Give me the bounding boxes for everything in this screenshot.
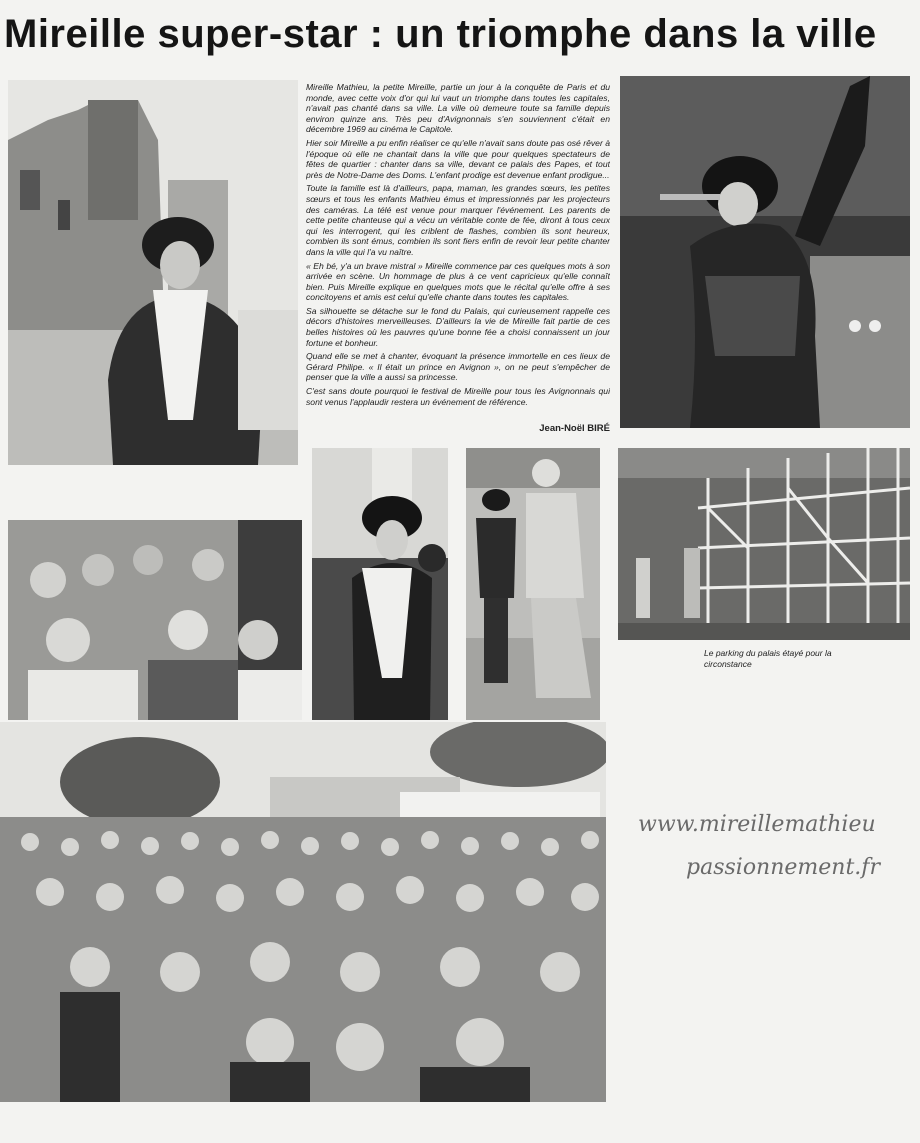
photo-audience	[0, 722, 606, 1102]
article-paragraph: Sa silhouette se détache sur le fond du Palais, qui curieusement rappelle ces décors d'histoires merveilleuses. D'ailleurs la vie de Mireille fait partie de ces belles histoires où les pauvres qu'une bonne fée a choisi connaissent un jour fortune et bonheur.	[306, 305, 610, 348]
watermark-line-1: www.mireillemathieu	[638, 812, 876, 837]
article-paragraph: Hier soir Mireille a pu enfin réaliser ce qu'elle n'avait sans doute pas osé rêver à l'époque où elle ne chantait dans la ville que pour quelques spectateurs de fêtes de quartier : chanter dans sa ville, devant ce palais des Papes, et tout près de Notre-Dame des Doms. L'enfant prodige est devenue enfant prodigue...	[306, 137, 610, 180]
photo-mireille-stage	[620, 76, 910, 428]
article-body	[306, 82, 610, 442]
article-paragraph: Quand elle se met à chanter, évoquant la présence immortelle en ces lieux de Gérard Philipe. « Il était un prince en Avignon », on ne peut s'empêcher de penser que la ville a aussi sa princesse.	[306, 351, 610, 383]
article-paragraph: Toute la famille est là d'ailleurs, papa, maman, les grandes sœurs, les petites sœurs et tous les enfants Mathieu émus et impressionnés par les projecteurs des caméras. La télé est venue pour marquer l'événement. Les parents de cette petite chanteuse qui a vécu un véritable conte de fée, diront à tous ceux qui les interrogent, qui les criblent de flashes, combien ils sont heureux, combien ils sont émus, combien ils sont fiers enfin de revoir leur petite chanter dans la ville qui l'a vu naître.	[306, 183, 610, 257]
watermark-line-2: passionnement.fr	[686, 855, 880, 880]
article-paragraph: C'est sans doute pourquoi le festival de Mireille pour tous les Avignonnais qui sont venus l'applaudir restera un événement de référence.	[306, 386, 610, 407]
article-paragraph: Mireille Mathieu, la petite Mireille, partie un jour à la conquête de Paris et du monde, avec cette voix d'or qui lui vaut un triomphe dans toutes les capitales, n'avait pas chanté dans sa ville. La ville où demeure toute sa famille depuis environ quinze ans. Très peu d'Avignonnais s'en souviennent c'était en décembre 1969 au cinéma le Capitole.	[306, 82, 610, 135]
photo-caption: Le parking du palais étayé pour la circonstance	[704, 648, 832, 669]
photo-crowd-greeting	[8, 520, 302, 720]
photo-scaffolding	[618, 448, 910, 640]
photo-couple-walking	[466, 448, 600, 720]
photo-mireille-palais	[8, 80, 298, 465]
byline: Jean-Noël BIRÉ	[539, 423, 610, 434]
photo-mireille-scarf	[312, 448, 448, 720]
headline: Mireille super-star : un triomphe dans la ville	[4, 12, 877, 56]
article-paragraph: « Eh bé, y'a un brave mistral » Mireille commence par ces quelques mots à son arrivée en scène. Un hommage de plus à ce vent capricieux qu'elle connaît bien. Puis Mireille explique en quelques mots que le récital qu'elle offre à ses concitoyens et amis est celui qu'elle chante dans toutes les capitales.	[306, 260, 610, 303]
